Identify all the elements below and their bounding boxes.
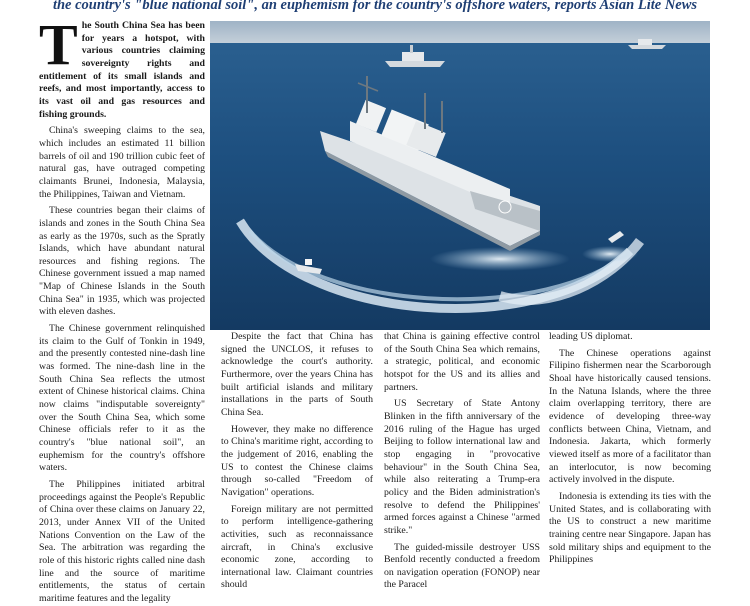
paragraph: Foreign military are not permitted to perform intelligence-gathering activities, such as reconnaissance aircraft, in China's exclusive economic zone, according to international law. Claimant countries should <box>221 503 373 591</box>
paragraph: The Chinese operations against Filipino fishermen near the Scarborough Shoal have historically caused tensions. In the Natuna Islands, where the three claim overlapping territory, there are evidence of developing three-way conflicts between China, Vietnam, and Indonesia. Jakarta, which formerly viewed itself as more of a facilitator than an interlocutor, is now becoming actively involved in the dispute. <box>549 347 711 486</box>
article-column-1 <box>39 12 205 604</box>
article-subhead: the country's "blue national soil", an euphemism for the country's offshore waters, reports Asian Lite News <box>52 0 698 13</box>
paragraph: Despite the fact that China has signed the UNCLOS, it refuses to acknowledge the court's authority. Furthermore, over the years China has built artificial islands and military installations in the parts of South China Sea. <box>221 331 373 418</box>
lead-text: he South China Sea has been for years a hotspot, with various countries claiming sovereignty rights and entitlement of its small islands and reefs, and most importantly, access to its vast oil and gas resources and fishing grounds. <box>39 20 205 120</box>
paragraph: US Secretary of State Antony Blinken in the fifth anniversary of the 2016 ruling of the Hague has urged Beijing to follow international law and stop engaging in "provocative behaviour" in the South China Sea, while also reiterating a Trump-era policy and the Biden administration's resolve to defend the Philippines' armed forces against a Chinese "armed strike." <box>384 398 540 536</box>
paragraph: China's sweeping claims to the sea, which includes an estimated 11 billion barrels of oil and 190 trillion cubic feet of natural gas, have outraged competing claimants Brunei, Indonesia, Malaysia, the Philippines, Taiwan and Vietnam. <box>39 125 205 200</box>
article-column-3 <box>384 331 540 591</box>
drop-cap: T <box>39 12 78 77</box>
lead-paragraph <box>39 12 205 121</box>
paragraph: These countries began their claims of islands and zones in the South China Sea as early as the 1970s, such as the Spratly Islands, which have abundant natural resources and fishing regions. The Chinese government issued a map named "Map of Chinese Islands in the South China Sea" in 1935, which was projected with eleven dashes. <box>39 205 205 318</box>
paragraph: leading US diplomat. <box>549 331 633 342</box>
paragraph: The guided-missile destroyer USS Benfold recently conducted a freedom on navigation operation (FONOP) near the Paracel <box>384 541 540 591</box>
photo-illustration <box>210 21 710 330</box>
naval-ships-photo <box>210 21 710 330</box>
article-column-4 <box>549 331 711 566</box>
article-column-2 <box>221 331 373 591</box>
paragraph: The Chinese government relinquished its claim to the Gulf of Tonkin in 1949, and the presently contested nine-dash line was formed. The nine-dash line in the South China Sea reflects the utmost extent of Chinese historical claims. China now claims "indisputable sovereignty" over the South China Sea, which some Chinese officials refer to it as the country's "blue national soil", an euphemism for the country's offshore waters. <box>39 323 205 474</box>
paragraph: that China is gaining effective control of the South China Sea which remains, a strategic, political, and economic hotspot for the US and its allies and partners. <box>384 331 540 393</box>
paragraph: The Philippines initiated arbitral proceedings against the People's Republic of China over these claims on January 22, 2013, under Annex VII of the United Nations Convention on the Law of the Sea. The arbitration was regarding the role of this historic rights called nine dash line and the source of maritime entitlements, the status of certain maritime features and the legality <box>39 478 205 604</box>
paragraph: However, they make no difference to China's maritime right, according to the judgement of 2016, enabling the US to contest the Chinese claims through so-called "Freedom of Navigation" operations. <box>221 423 373 498</box>
paragraph: Indonesia is extending its ties with the United States, and is collaborating with the US to construct a new maritime training centre near Singapore. Japan has sold military ships and equipment to the Philippines <box>549 490 711 566</box>
